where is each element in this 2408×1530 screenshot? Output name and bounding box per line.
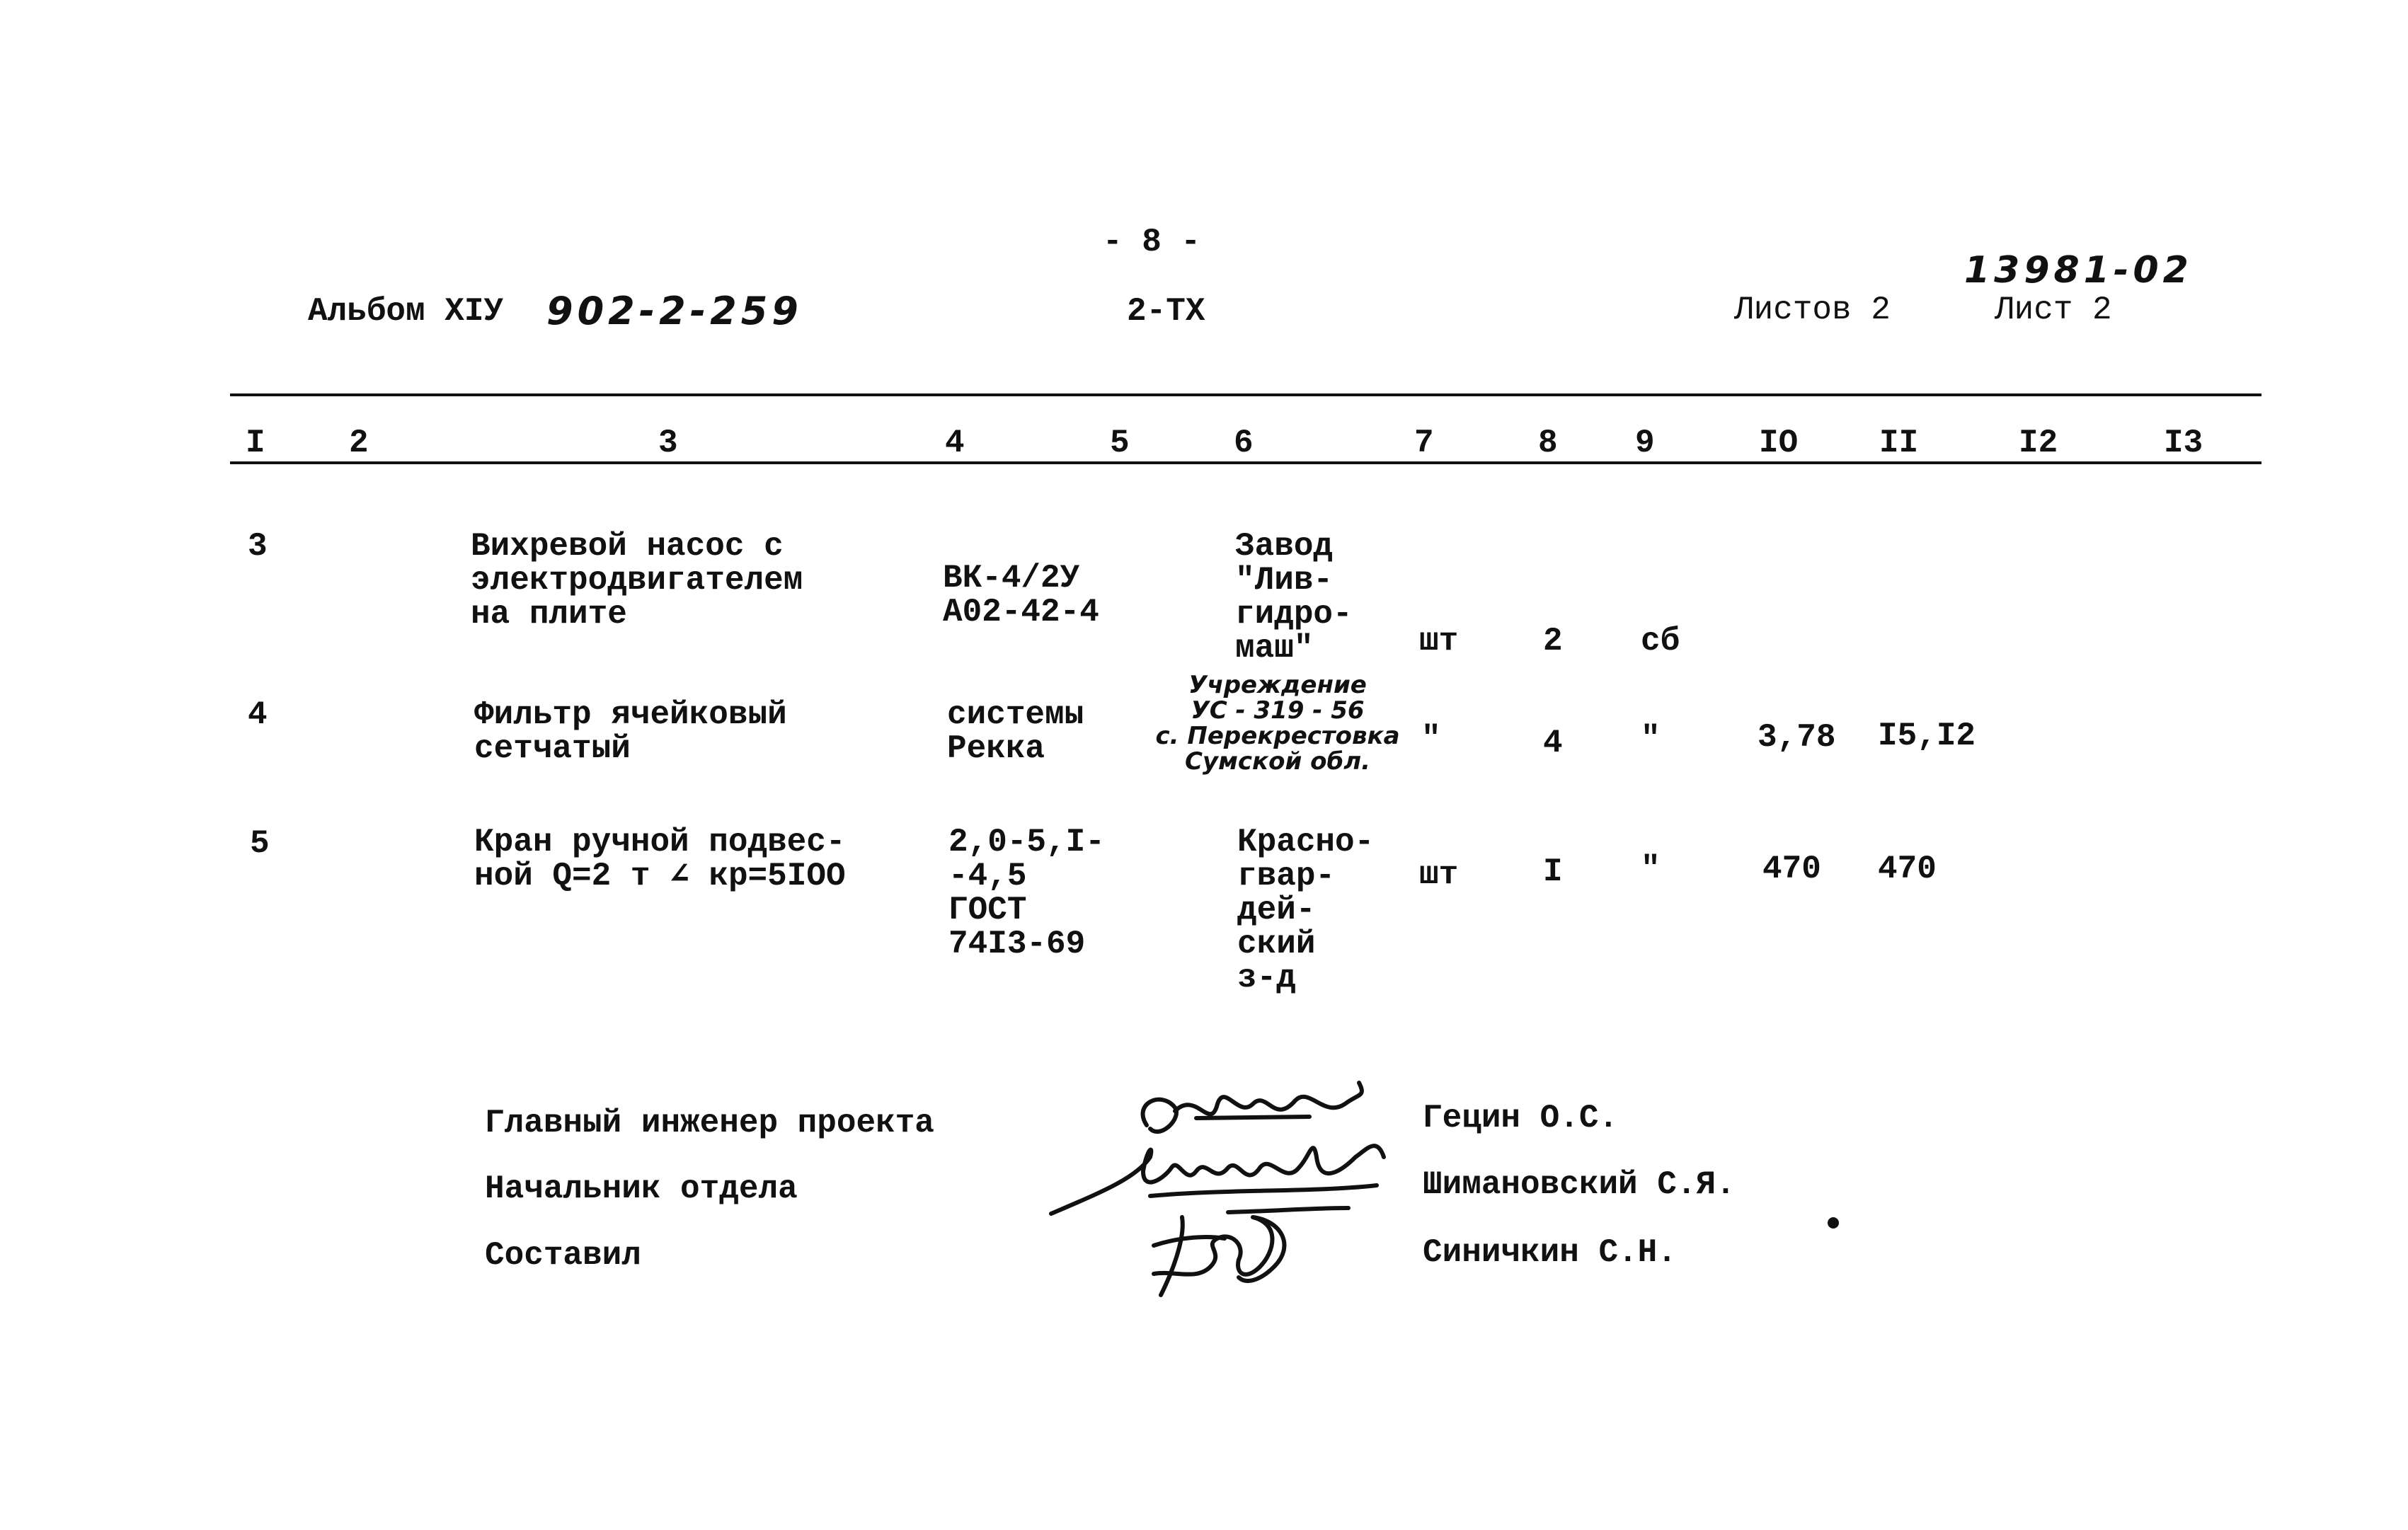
column-header: 5 [1110, 425, 1130, 461]
signatory-name: Гецин О.С. [1423, 1100, 1619, 1137]
item-name: Кран ручной подвес- ной Q=2 т ∠ кр=5IOO [474, 824, 846, 895]
column-header: II [1879, 425, 1919, 461]
column-header: 3 [658, 425, 678, 461]
signatory-name: Шимановский С.Я. [1423, 1166, 1736, 1203]
signatory-name: Синичкин С.Н. [1423, 1234, 1677, 1271]
item-col10: 3,78 [1758, 719, 1836, 756]
item-name: Вихревой насос с электродвигателем на плите [471, 528, 803, 633]
column-header: 4 [945, 425, 965, 461]
item-type: 2,0-5,I- -4,5 ГОСТ 74I3-69 [948, 824, 1105, 962]
sheet-number: Лист 2 [1995, 292, 2112, 328]
column-header: IO [1759, 425, 1799, 461]
item-unit: шт [1419, 856, 1459, 893]
column-header: 9 [1635, 425, 1655, 461]
item-type: ВК-4/2У А02-42-4 [943, 560, 1099, 631]
item-quantity: I [1543, 853, 1563, 890]
item-col9: " [1641, 720, 1661, 757]
section-code: 2-TX [1127, 293, 1205, 330]
item-name: Фильтр ячейковый сетчатый [474, 696, 787, 767]
row-number: 3 [248, 528, 268, 565]
item-quantity: 4 [1543, 725, 1563, 761]
signature-mark [1133, 1203, 1317, 1302]
row-number: 5 [250, 825, 270, 862]
ink-dot [1828, 1217, 1839, 1229]
item-unit: " [1421, 720, 1441, 757]
item-col10: 470 [1762, 851, 1821, 887]
item-unit: шт [1419, 623, 1459, 660]
column-header: I2 [2019, 425, 2058, 461]
column-header: 2 [349, 425, 369, 461]
sheets-total: Листов 2 [1734, 292, 1891, 328]
signatory-role: Главный инженер проекта [485, 1105, 934, 1141]
item-type: системы Рекка [947, 696, 1084, 767]
table-top-rule [230, 393, 2261, 396]
column-header: 7 [1414, 425, 1434, 461]
signatory-role: Составил [485, 1237, 641, 1274]
column-header: I [246, 425, 265, 461]
item-quantity: 2 [1543, 623, 1563, 660]
album-code: 902-2-259 [546, 289, 803, 333]
signatory-role: Начальник отдела [485, 1170, 798, 1207]
document-number: 13981-02 [1964, 249, 2193, 292]
row-number: 4 [248, 696, 268, 733]
item-manufacturer: Завод "Лив- гидро- маш" [1235, 528, 1353, 667]
album-label: Альбом XIУ [308, 293, 504, 330]
item-col9: сб [1641, 623, 1680, 660]
column-header: 6 [1234, 425, 1254, 461]
manufacturer-stamp: Учреждение УС - 319 - 56 с. Перекрестовка Сумской обл. [1155, 671, 1400, 776]
page-number: - 8 - [1103, 224, 1201, 260]
column-header: 8 [1538, 425, 1558, 461]
item-col9: " [1641, 851, 1661, 887]
item-col11: I5,I2 [1878, 718, 1976, 754]
item-manufacturer: Красно- гвар- дей- ский з-д [1237, 824, 1375, 996]
item-col11: 470 [1878, 851, 1937, 887]
table-header-rule [230, 461, 2261, 464]
column-header: I3 [2164, 425, 2203, 461]
